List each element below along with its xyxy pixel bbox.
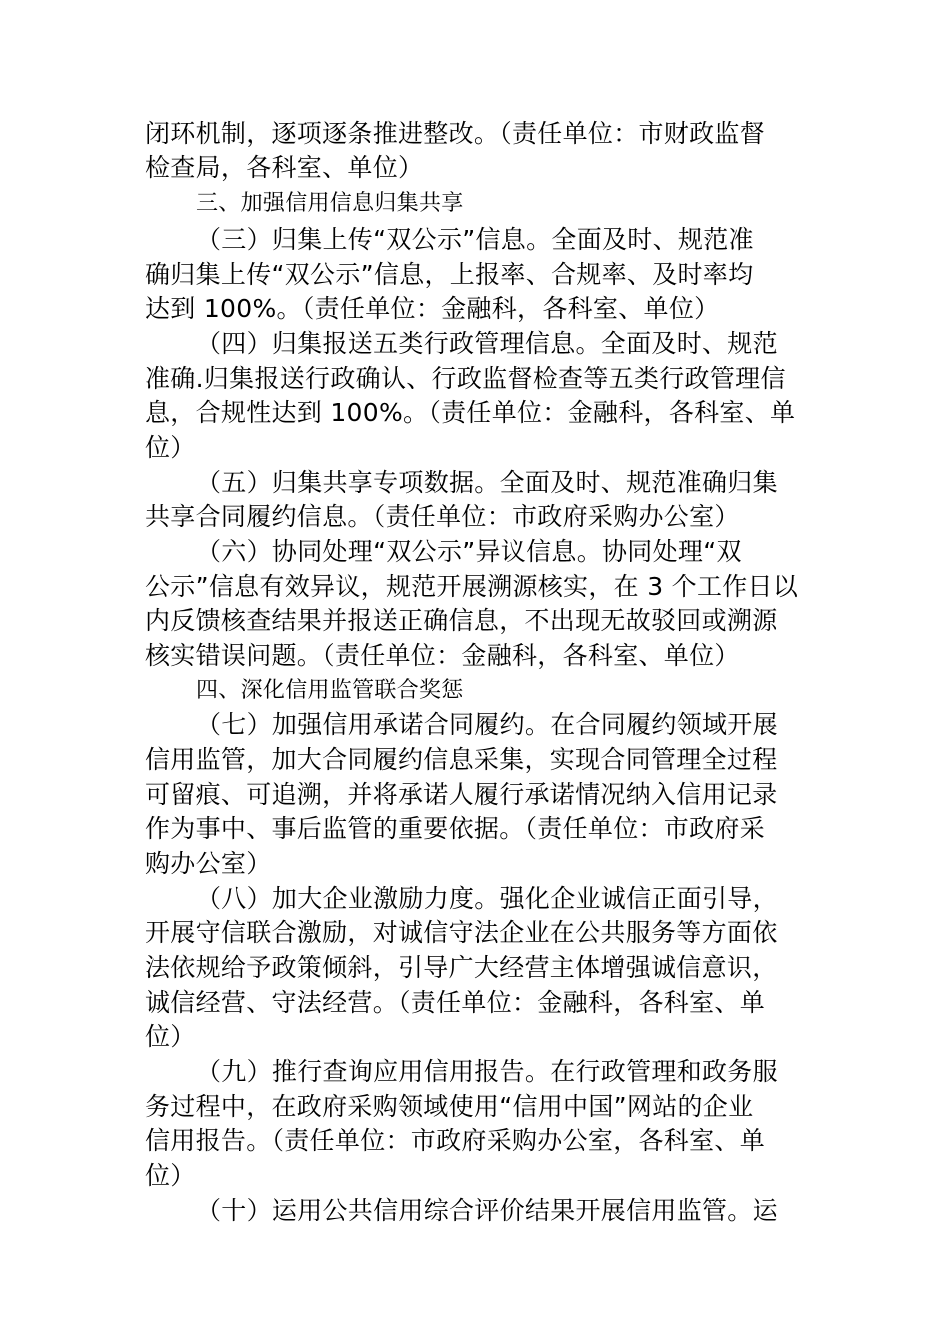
body-text-line: 检查局，各科室、单位） xyxy=(145,153,424,182)
body-text-line: 法依规给予政策倾斜，引导广大经营主体增强诚信意识， xyxy=(145,953,778,982)
body-text-line: 购办公室） xyxy=(145,849,272,878)
body-text-line: 位） xyxy=(145,1022,196,1051)
paragraph-9-start: （九）推行查询应用信用报告。在行政管理和政务服 xyxy=(196,1057,778,1086)
body-text-line: 位） xyxy=(145,433,196,462)
body-text-line: 共享合同履约信息。（责任单位：市政府采购办公室） xyxy=(145,502,740,531)
body-text-line: 内反馈核查结果并报送正确信息，不出现无故驳回或溯源 xyxy=(145,606,778,635)
paragraph-10-start: （十）运用公共信用综合评价结果开展信用监管。运 xyxy=(196,1196,778,1225)
body-text-line: 作为事中、事后监管的重要依据。（责任单位：市政府采 xyxy=(145,814,766,843)
body-text-line: 信用监管，加大合同履约信息采集，实现合同管理全过程 xyxy=(145,745,778,774)
body-text-line: 准确.归集报送行政确认、行政监督检查等五类行政管理信 xyxy=(145,364,786,393)
body-text-line: 确归集上传“双公示”信息，上报率、合规率、及时率均 xyxy=(145,260,754,289)
paragraph-3-start: （三）归集上传“双公示”信息。全面及时、规范准 xyxy=(196,225,754,254)
paragraph-5-start: （五）归集共享专项数据。全面及时、规范准确归集 xyxy=(196,468,778,497)
section-heading-4: 四、深化信用监管联合奖惩 xyxy=(196,678,464,703)
body-text-line: 核实错误问题。（责任单位：金融科，各科室、单位） xyxy=(145,641,740,670)
paragraph-4-start: （四）归集报送五类行政管理信息。全面及时、规范 xyxy=(196,329,778,358)
body-text-line: 公示”信息有效异议，规范开展溯源核实，在 3 个工作日以 xyxy=(145,572,799,601)
paragraph-7-start: （七）加强信用承诺合同履约。在合同履约领域开展 xyxy=(196,710,778,739)
body-text-line: 信用报告。（责任单位：市政府采购办公室，各科室、单 xyxy=(145,1126,766,1155)
body-text-line: 息，合规性达到 100%。（责任单位：金融科，各科室、单 xyxy=(145,398,796,427)
body-text-line: 达到 100%。（责任单位：金融科，各科室、单位） xyxy=(145,294,720,323)
body-text-line: 可留痕、可追溯，并将承诺人履行承诺情况纳入信用记录 xyxy=(145,780,778,809)
paragraph-6-start: （六）协同处理“双公示”异议信息。协同处理“双 xyxy=(196,537,742,566)
body-text-line: 务过程中，在政府采购领域使用“信用中国”网站的企业 xyxy=(145,1092,754,1121)
body-text-line: 位） xyxy=(145,1161,196,1190)
paragraph-8-start: （八）加大企业激励力度。强化企业诚信正面引导， xyxy=(196,884,778,913)
body-text-line: 开展守信联合激励，对诚信守法企业在公共服务等方面依 xyxy=(145,918,778,947)
body-text-line: 诚信经营、守法经营。（责任单位：金融科，各科室、单 xyxy=(145,988,766,1017)
body-text-line: 闭环机制，逐项逐条推进整改。（责任单位：市财政监督 xyxy=(145,119,766,148)
section-heading-3: 三、加强信用信息归集共享 xyxy=(196,191,464,216)
